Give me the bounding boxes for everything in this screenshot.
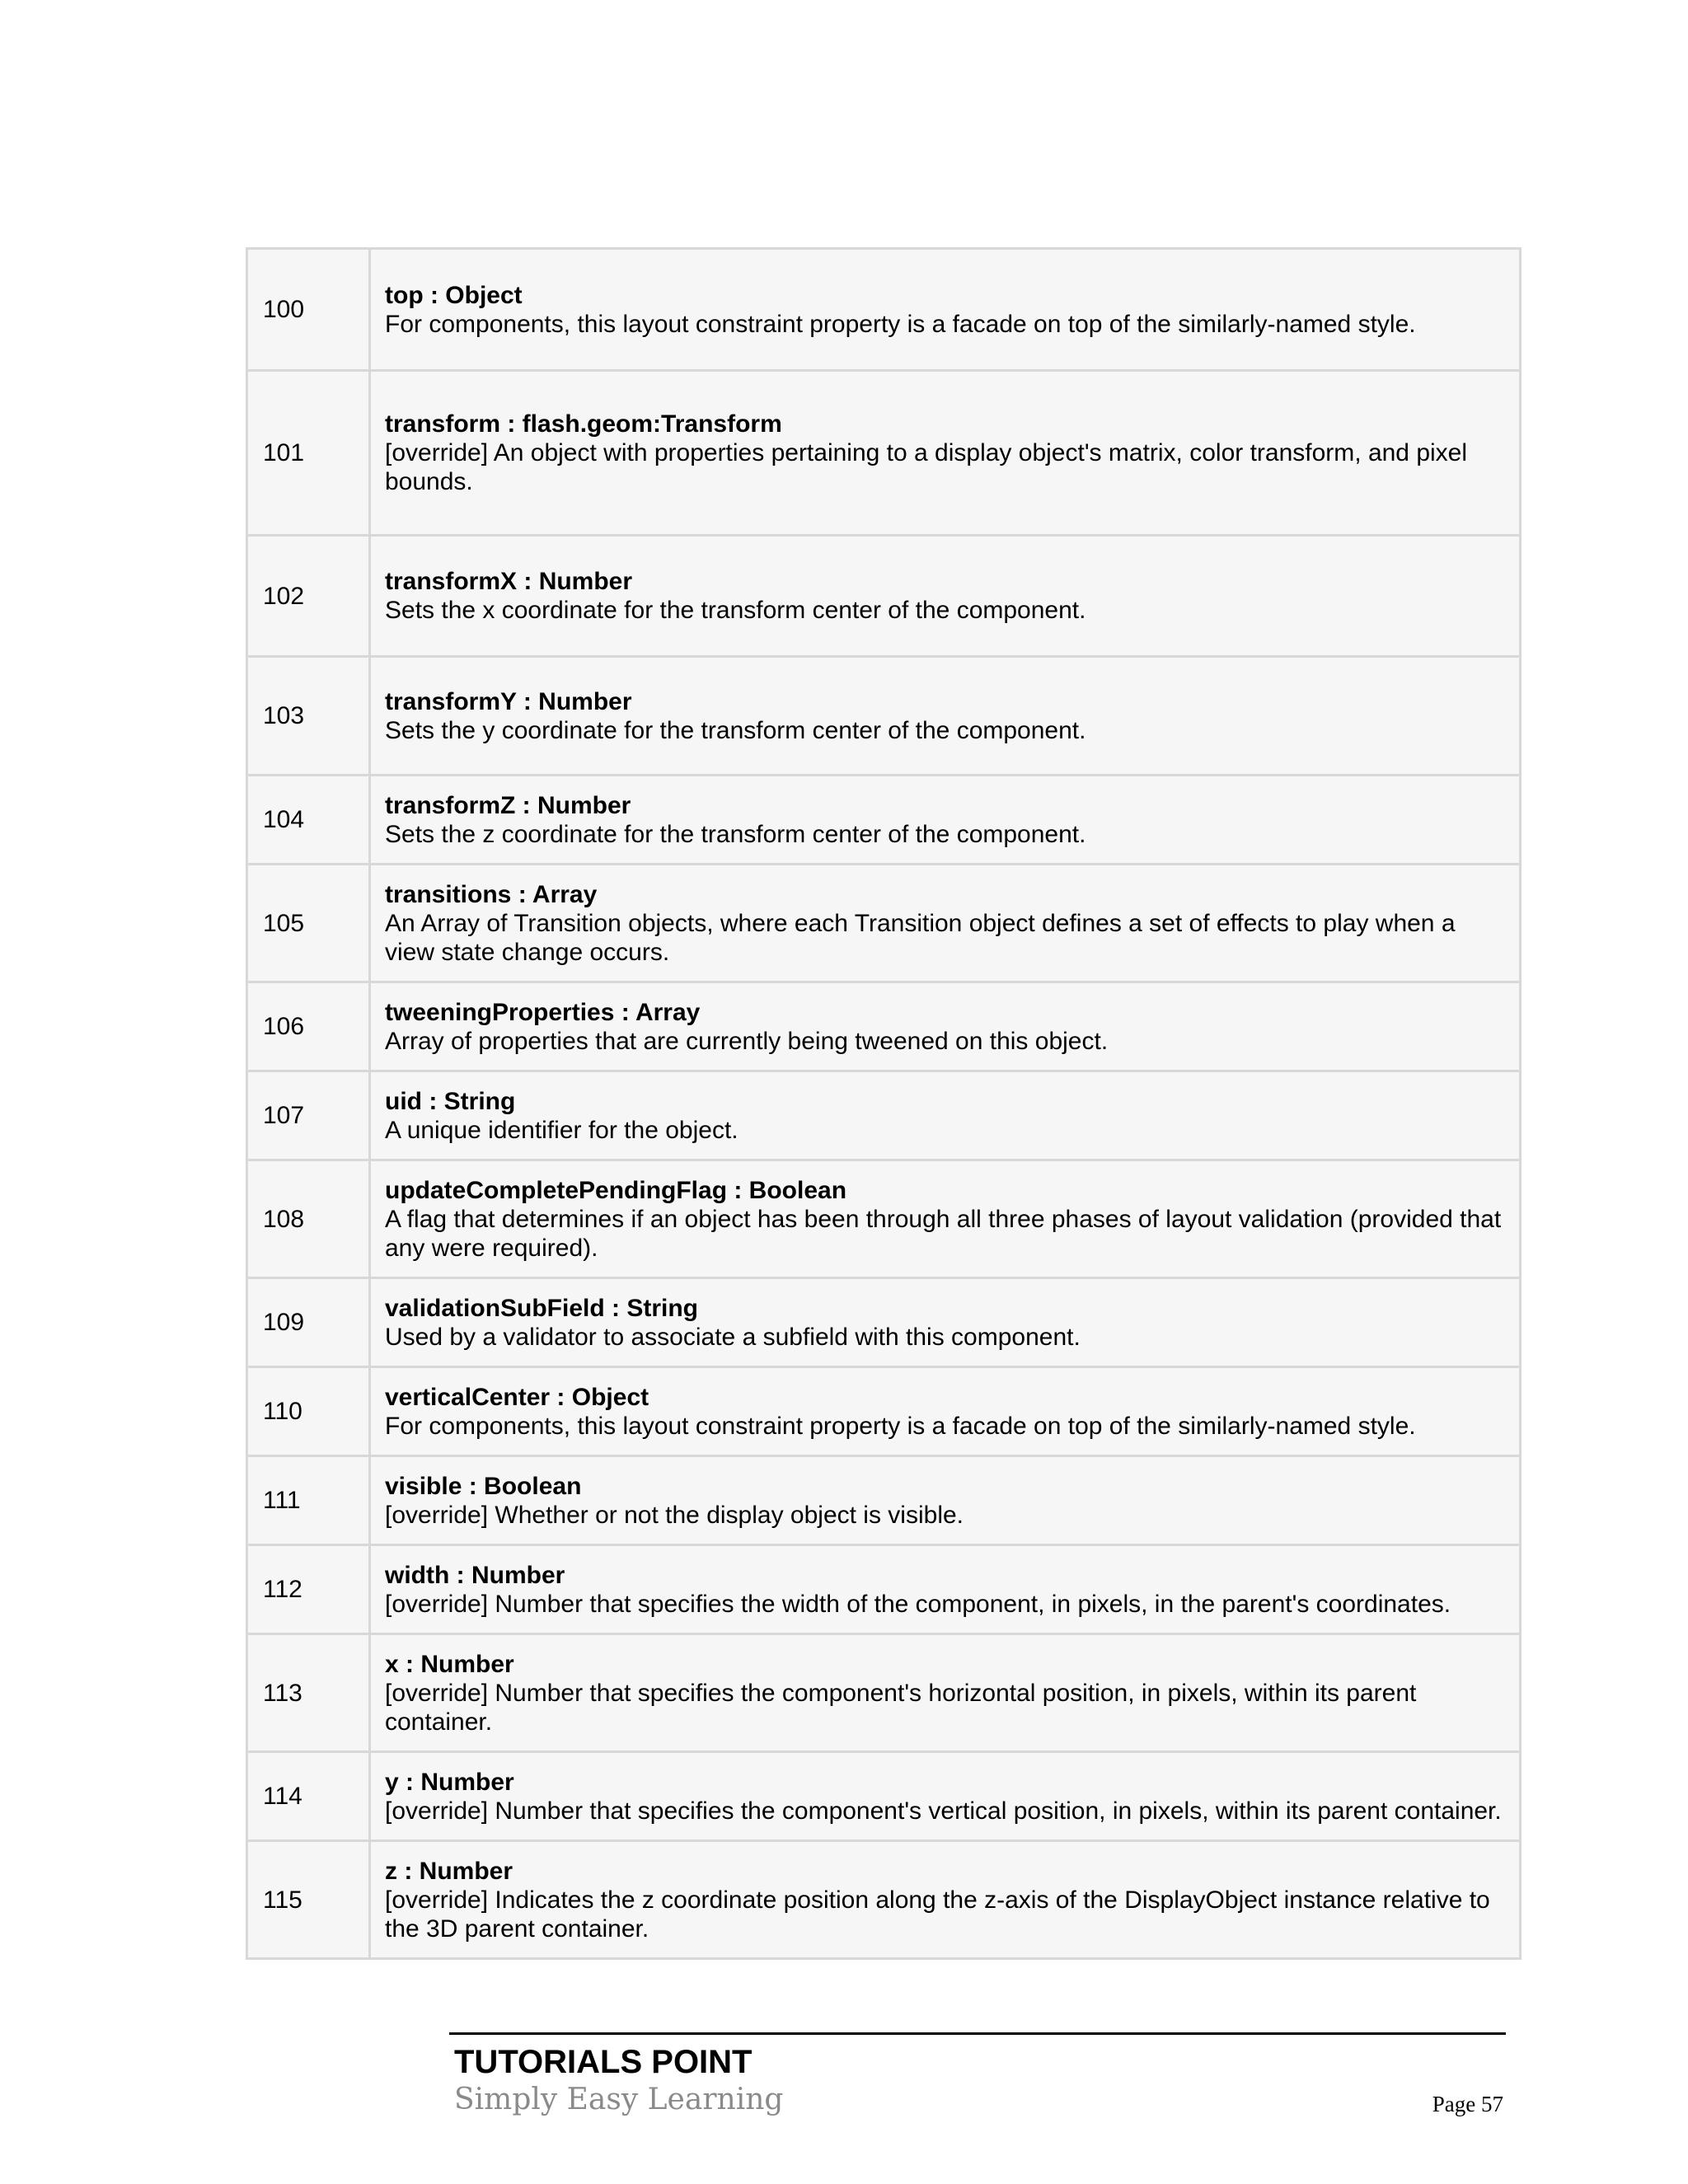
- row-number: 108: [247, 1160, 370, 1278]
- row-number: 100: [247, 249, 370, 371]
- property-name: updateCompletePendingFlag : Boolean: [385, 1176, 847, 1204]
- property-name: width : Number: [385, 1561, 565, 1589]
- property-name: x : Number: [385, 1650, 514, 1678]
- property-description: An Array of Transition objects, where each Transition object defines a set of effects to play when a view state change occurs.: [385, 909, 1456, 966]
- property-name: transitions : Array: [385, 880, 598, 908]
- row-description-cell: [370, 1160, 1521, 1278]
- property-name: visible : Boolean: [385, 1472, 582, 1500]
- property-description: Sets the x coordinate for the transform center of the component.: [385, 597, 1086, 624]
- table-row: [247, 1841, 1521, 1959]
- footer-divider: [449, 2032, 1506, 2035]
- row-number: 103: [247, 657, 370, 776]
- table-row: [247, 1160, 1521, 1278]
- property-description: Sets the y coordinate for the transform center of the component.: [385, 716, 1086, 744]
- row-description-cell: [370, 536, 1521, 657]
- table-row: [247, 1456, 1521, 1545]
- property-description: A flag that determines if an object has been through all three phases of layout validation (provided that any were required).: [385, 1205, 1502, 1262]
- row-description-cell: [370, 1634, 1521, 1752]
- property-name: transformX : Number: [385, 568, 633, 595]
- property-name: validationSubField : String: [385, 1294, 699, 1322]
- row-description-cell: [370, 1545, 1521, 1634]
- property-description: Sets the z coordinate for the transform center of the component.: [385, 820, 1086, 848]
- row-number: 109: [247, 1278, 370, 1367]
- row-number: 110: [247, 1367, 370, 1456]
- properties-table: [246, 247, 1522, 1960]
- row-number: 107: [247, 1071, 370, 1160]
- table-row: [247, 982, 1521, 1071]
- table-row: [247, 1752, 1521, 1841]
- page-number: Page 57: [1432, 2092, 1503, 2116]
- row-description-cell: [370, 1752, 1521, 1841]
- row-number: 104: [247, 776, 370, 865]
- property-description: [override] Number that specifies the width of the component, in pixels, in the parent's coordinates.: [385, 1590, 1451, 1618]
- table-row: [247, 657, 1521, 776]
- table-row: [247, 1634, 1521, 1752]
- property-name: uid : String: [385, 1087, 516, 1115]
- row-number: 113: [247, 1634, 370, 1752]
- properties-table-body: [247, 249, 1521, 1959]
- table-row: [247, 1278, 1521, 1367]
- row-number: 115: [247, 1841, 370, 1959]
- property-name: z : Number: [385, 1857, 513, 1885]
- property-name: transform : flash.geom:Transform: [385, 410, 782, 438]
- row-number: 101: [247, 371, 370, 536]
- property-name: transformZ : Number: [385, 791, 631, 819]
- row-description-cell: [370, 865, 1521, 982]
- row-description-cell: [370, 657, 1521, 776]
- property-description: [override] Indicates the z coordinate position along the z-axis of the DisplayObject instance relative to the 3D parent container.: [385, 1886, 1490, 1943]
- property-name: transformY : Number: [385, 687, 632, 715]
- property-description: Array of properties that are currently being tweened on this object.: [385, 1027, 1109, 1055]
- table-row: [247, 1367, 1521, 1456]
- property-description: [override] Whether or not the display object is visible.: [385, 1501, 964, 1529]
- property-name: top : Object: [385, 281, 523, 309]
- property-description: A unique identifier for the object.: [385, 1116, 738, 1144]
- table-row: [247, 249, 1521, 371]
- table-row: [247, 371, 1521, 536]
- table-row: [247, 865, 1521, 982]
- footer-brand-title: TUTORIALS POINT: [454, 2044, 753, 2080]
- table-row: [247, 776, 1521, 865]
- row-description-cell: [370, 371, 1521, 536]
- row-number: 106: [247, 982, 370, 1071]
- row-number: 105: [247, 865, 370, 982]
- row-description-cell: [370, 982, 1521, 1071]
- property-description: For components, this layout constraint property is a facade on top of the similarly-named style.: [385, 1412, 1416, 1440]
- row-description-cell: [370, 776, 1521, 865]
- row-description-cell: [370, 1456, 1521, 1545]
- property-name: y : Number: [385, 1768, 514, 1796]
- row-number: 114: [247, 1752, 370, 1841]
- property-description: Used by a validator to associate a subfield with this component.: [385, 1323, 1081, 1351]
- table-row: [247, 536, 1521, 657]
- row-description-cell: [370, 1367, 1521, 1456]
- property-description: [override] Number that specifies the component's vertical position, in pixels, within its parent container.: [385, 1797, 1502, 1825]
- row-description-cell: [370, 1278, 1521, 1367]
- row-description-cell: [370, 249, 1521, 371]
- table-row: [247, 1545, 1521, 1634]
- row-number: 102: [247, 536, 370, 657]
- row-description-cell: [370, 1071, 1521, 1160]
- row-number: 111: [247, 1456, 370, 1545]
- row-number: 112: [247, 1545, 370, 1634]
- property-description: [override] Number that specifies the component's horizontal position, in pixels, within its parent container.: [385, 1679, 1417, 1736]
- property-description: [override] An object with properties pertaining to a display object's matrix, color transform, and pixel bounds.: [385, 439, 1468, 495]
- row-description-cell: [370, 1841, 1521, 1959]
- property-description: For components, this layout constraint property is a facade on top of the similarly-named style.: [385, 310, 1416, 338]
- table-row: [247, 1071, 1521, 1160]
- property-name: verticalCenter : Object: [385, 1383, 649, 1411]
- property-name: tweeningProperties : Array: [385, 998, 701, 1026]
- footer-brand-tagline: Simply Easy Learning: [454, 2083, 784, 2116]
